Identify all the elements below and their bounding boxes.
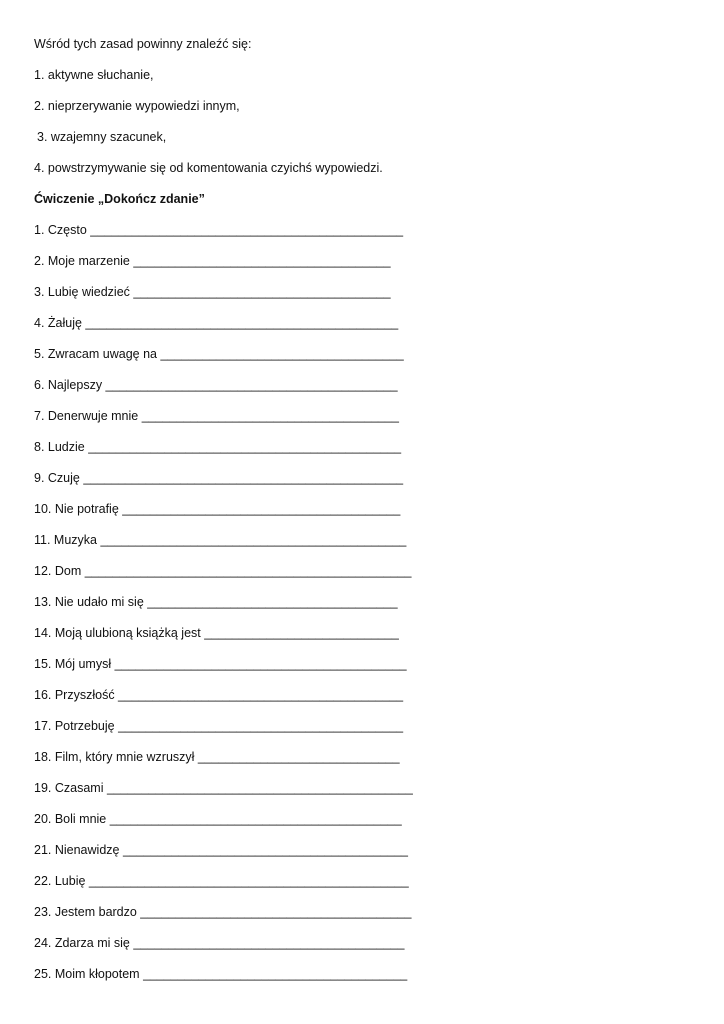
- sentence-item: 14. Moją ulubioną książką jest ____________________________: [34, 626, 399, 640]
- sentence-item: 24. Zdarza mi się _______________________________________: [34, 936, 405, 950]
- sentence-item: 4. Żałuję _____________________________________________: [34, 316, 399, 330]
- sentence-item: 5. Zwracam uwagę na ___________________________________: [34, 347, 404, 361]
- sentence-item: 15. Mój umysł __________________________________________: [34, 657, 407, 671]
- sentence-item: 7. Denerwuje mnie _____________________________________: [34, 409, 399, 423]
- sentence-item: 2. Moje marzenie _____________________________________: [34, 254, 391, 268]
- sentence-item: 11. Muzyka ____________________________________________: [34, 533, 407, 547]
- rule-item: 4. powstrzymywanie się od komentowania czyichś wypowiedzi.: [34, 161, 383, 175]
- sentence-item: 20. Boli mnie __________________________________________: [34, 812, 402, 826]
- rule-item: 3. wzajemny szacunek,: [37, 130, 167, 144]
- sentence-item: 3. Lubię wiedzieć _____________________________________: [34, 285, 391, 299]
- sentence-item: 18. Film, który mnie wzruszył _____________________________: [34, 750, 400, 764]
- rule-item: 1. aktywne słuchanie,: [34, 68, 154, 82]
- sentence-item: 16. Przyszłość _________________________________________: [34, 688, 404, 702]
- sentence-item: 1. Często _____________________________________________: [34, 223, 404, 237]
- rule-item: 2. nieprzerywanie wypowiedzi innym,: [34, 99, 240, 113]
- sentence-item: 19. Czasami ____________________________________________: [34, 781, 413, 795]
- sentence-item: 17. Potrzebuję _________________________________________: [34, 719, 404, 733]
- sentence-item: 25. Moim kłopotem ______________________________________: [34, 967, 408, 981]
- sentence-item: 13. Nie udało mi się ____________________________________: [34, 595, 398, 609]
- sentence-item: 22. Lubię ______________________________________________: [34, 874, 409, 888]
- sentence-item: 12. Dom _______________________________________________: [34, 564, 412, 578]
- sentence-item: 6. Najlepszy __________________________________________: [34, 378, 398, 392]
- sentence-item: 9. Czuję ______________________________________________: [34, 471, 404, 485]
- sentence-item: 21. Nienawidzę _________________________________________: [34, 843, 408, 857]
- sentence-item: 8. Ludzie _____________________________________________: [34, 440, 402, 454]
- exercise-title: Ćwiczenie „Dokończ zdanie”: [34, 192, 205, 206]
- sentence-item: 23. Jestem bardzo _______________________________________: [34, 905, 412, 919]
- intro-lead: Wśród tych zasad powinny znaleźć się:: [34, 37, 252, 51]
- sentence-item: 10. Nie potrafię ________________________________________: [34, 502, 401, 516]
